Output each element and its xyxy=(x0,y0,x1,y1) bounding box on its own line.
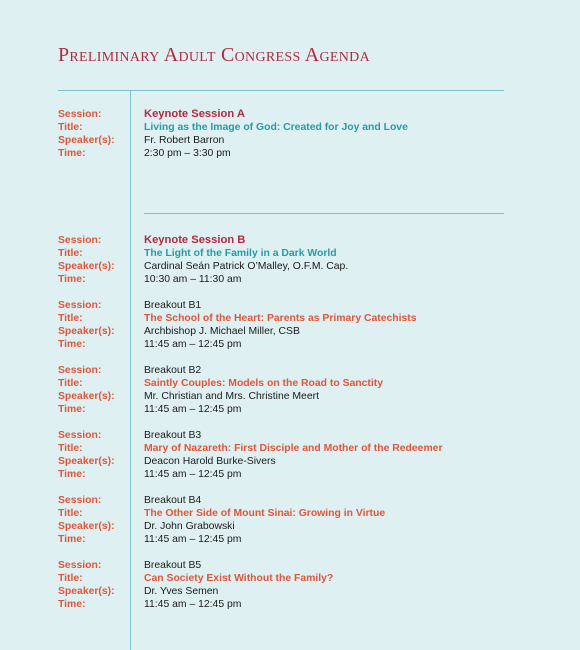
title-label: Title: xyxy=(58,443,83,454)
time-label: Time: xyxy=(58,404,86,415)
session-title: Saintly Couples: Models on the Road to Sanctity xyxy=(144,378,384,389)
session-speakers: Dr. John Grabowski xyxy=(144,521,235,532)
session-label: Session: xyxy=(58,430,102,441)
session-block-breakout-b5 xyxy=(58,559,333,611)
top-divider xyxy=(58,90,504,91)
speakers-label: Speaker(s): xyxy=(58,135,115,146)
speakers-label: Speaker(s): xyxy=(58,521,115,532)
session-label: Session: xyxy=(58,109,102,120)
session-time: 11:45 am – 12:45 pm xyxy=(144,469,242,480)
session-time: 11:45 am – 12:45 pm xyxy=(144,339,242,350)
speakers-label: Speaker(s): xyxy=(58,391,115,402)
speakers-label: Speaker(s): xyxy=(58,326,115,337)
session-speakers: Fr. Robert Barron xyxy=(144,135,225,146)
session-time: 10:30 am – 11:30 am xyxy=(144,274,242,285)
session-title: Living as the Image of God: Created for Joy and Love xyxy=(144,122,408,133)
session-block-breakout-b1 xyxy=(58,299,417,351)
title-label: Title: xyxy=(58,378,83,389)
time-label: Time: xyxy=(58,534,86,545)
page-title: Preliminary Adult Congress Agenda xyxy=(58,44,370,66)
session-title: Mary of Nazareth: First Disciple and Mother of the Redeemer xyxy=(144,443,443,454)
session-time: 11:45 am – 12:45 pm xyxy=(144,404,242,415)
time-label: Time: xyxy=(58,274,86,285)
session-speakers: Deacon Harold Burke-Sivers xyxy=(144,456,276,467)
session-name: Keynote Session B xyxy=(144,234,246,246)
section-divider xyxy=(144,213,504,214)
session-time: 2:30 pm – 3:30 pm xyxy=(144,148,231,159)
session-time: 11:45 am – 12:45 pm xyxy=(144,599,242,610)
time-label: Time: xyxy=(58,339,86,350)
title-label: Title: xyxy=(58,573,83,584)
session-title: The Light of the Family in a Dark World xyxy=(144,248,337,259)
session-block-breakout-b3 xyxy=(58,429,443,481)
session-label: Session: xyxy=(58,300,102,311)
session-speakers: Archbishop J. Michael Miller, CSB xyxy=(144,326,300,337)
session-label: Session: xyxy=(58,495,102,506)
session-speakers: Mr. Christian and Mrs. Christine Meert xyxy=(144,391,319,402)
session-label: Session: xyxy=(58,235,102,246)
session-title: The School of the Heart: Parents as Primary Catechists xyxy=(144,313,417,324)
session-name: Breakout B5 xyxy=(144,560,202,571)
session-block-keynote-a xyxy=(58,108,408,160)
session-title: The Other Side of Mount Sinai: Growing in Virtue xyxy=(144,508,386,519)
session-time: 11:45 am – 12:45 pm xyxy=(144,534,242,545)
time-label: Time: xyxy=(58,469,86,480)
session-name: Breakout B1 xyxy=(144,300,202,311)
session-name: Breakout B4 xyxy=(144,495,202,506)
session-speakers: Dr. Yves Semen xyxy=(144,586,219,597)
title-label: Title: xyxy=(58,508,83,519)
session-block-breakout-b2 xyxy=(58,364,383,416)
speakers-label: Speaker(s): xyxy=(58,586,115,597)
session-title: Can Society Exist Without the Family? xyxy=(144,573,334,584)
time-label: Time: xyxy=(58,599,86,610)
session-name: Keynote Session A xyxy=(144,108,245,120)
time-label: Time: xyxy=(58,148,86,159)
title-label: Title: xyxy=(58,122,83,133)
session-label: Session: xyxy=(58,560,102,571)
session-label: Session: xyxy=(58,365,102,376)
session-name: Breakout B2 xyxy=(144,365,202,376)
session-block-keynote-b xyxy=(58,234,348,286)
session-block-breakout-b4 xyxy=(58,494,385,546)
title-label: Title: xyxy=(58,248,83,259)
session-name: Breakout B3 xyxy=(144,430,202,441)
title-label: Title: xyxy=(58,313,83,324)
speakers-label: Speaker(s): xyxy=(58,456,115,467)
speakers-label: Speaker(s): xyxy=(58,261,115,272)
session-speakers: Cardinal Seán Patrick O’Malley, O.F.M. Cap. xyxy=(144,261,349,272)
